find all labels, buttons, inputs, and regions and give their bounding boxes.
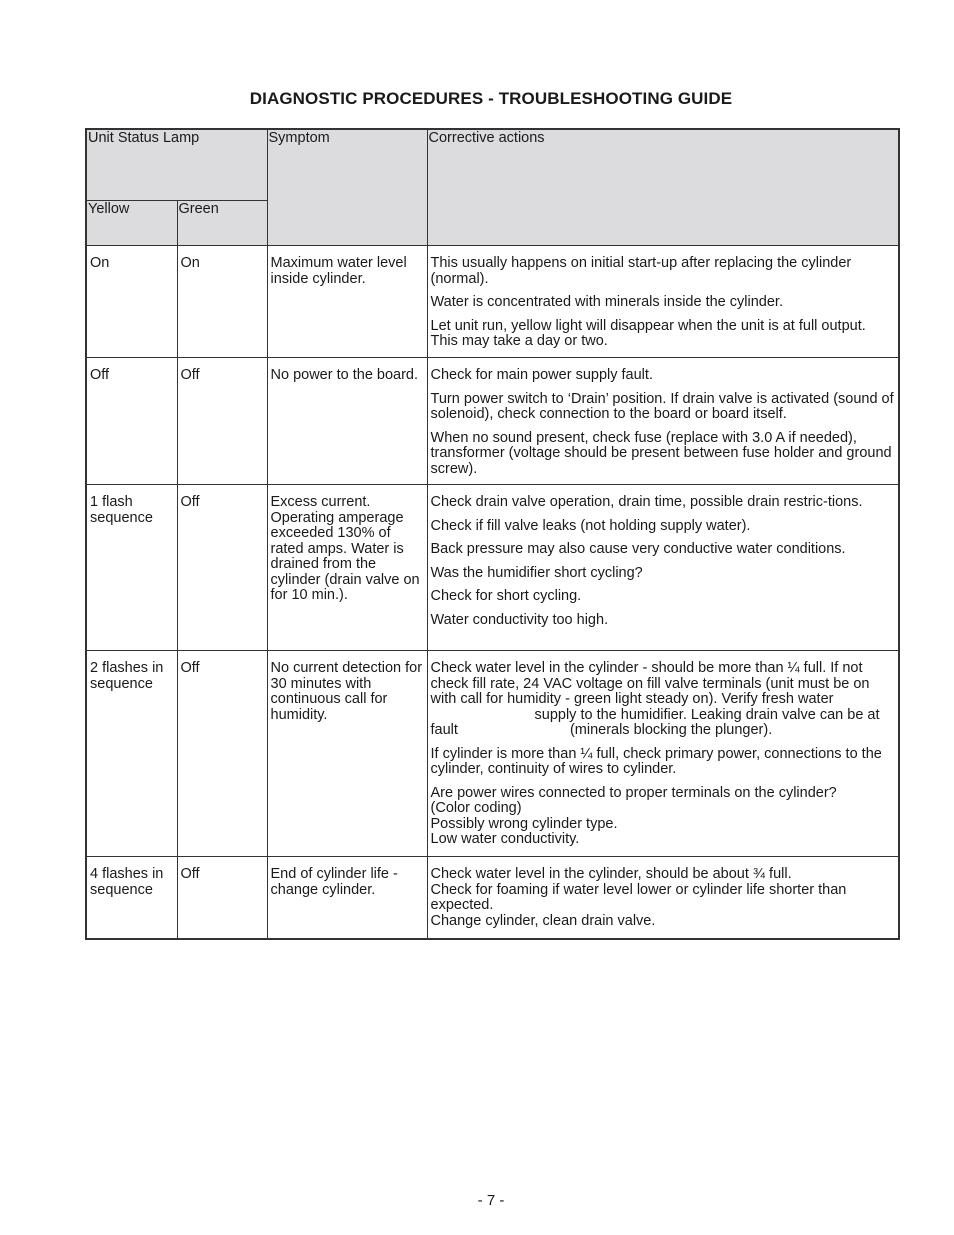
action-text-part: Check water level in the cylinder - should be more than ¼ full. If not check fill rate, 24 VAC voltage on fill valve terminals (unit must be on with call for humidity - green light steady on). Verify fresh water [430,660,870,707]
symptom-cell: Excess current. Operating amperage exceeded 130% of rated amps. Water is drained from the cylinder (drain valve on for 10 min.). [267,485,427,651]
table-row [86,358,899,485]
troubleshooting-table [85,128,900,940]
yellow-cell: 4 flashes in sequence [86,857,177,939]
header-green: Green [177,201,267,246]
page-title: DIAGNOSTIC PROCEDURES - TROUBLESHOOTING GUIDE [249,89,733,108]
table-row [86,857,899,939]
actions-cell [427,246,899,358]
action-line: Are power wires connected to proper terminals on the cylinder? [430,784,837,801]
action-line: Low water conductivity. [430,831,580,847]
header-symptom: Symptom [267,129,427,246]
header-corrective-actions: Corrective actions [427,129,899,246]
table-row [86,651,899,857]
action-text: Water is concentrated with minerals inside the cylinder. [430,294,783,310]
action-text: Back pressure may also cause very conductive water conditions. [430,541,846,557]
actions-cell [427,358,899,485]
action-text [431,661,896,739]
green-cell: On [177,246,267,358]
symptom-cell: No power to the board. [267,358,427,485]
action-line: Change cylinder, clean drain valve. [430,912,656,929]
action-text: When no sound present, check fuse (replace with 3.0 A if needed), transformer (voltage should be present between fuse holder and ground screw). [430,429,892,477]
green-cell: Off [177,358,267,485]
yellow-cell: 1 flash sequence [86,485,177,651]
symptom-cell: End of cylinder life - change cylinder. [267,857,427,939]
action-text [431,786,896,848]
action-text: Check for main power supply fault. [430,367,653,383]
action-text: Water conductivity too high. [430,611,609,628]
table-row [86,485,899,651]
action-text: Check drain valve operation, drain time, possible drain restric-tions. [430,494,863,510]
symptom-cell: Maximum water level inside cylinder. [267,246,427,358]
green-cell: Off [177,651,267,857]
table-row [86,246,899,358]
action-line: (Color coding) [430,800,522,816]
action-text: Was the humidifier short cycling? [430,564,643,581]
action-text: This usually happens on initial start-up after replacing the cylinder (normal). [430,255,852,287]
actions-cell [427,857,899,939]
action-line: Check for foaming if water level lower or cylinder life shorter than expected. [430,881,847,913]
actions-cell [427,485,899,651]
page-number: - 7 - [477,1192,505,1209]
actions-cell [427,651,899,857]
action-text: Check if fill valve leaks (not holding supply water). [430,517,751,534]
green-cell: Off [177,857,267,939]
yellow-cell: Off [86,358,177,485]
action-text-part: supply to the humidifier. Leaking drain valve can be at fault [430,706,880,738]
action-line: Possibly wrong cylinder type. [430,815,618,832]
action-line: Check water level in the cylinder, should be about ¾ full. [430,866,792,882]
yellow-cell: 2 flashes in sequence [86,651,177,857]
action-text: Turn power switch to ‘Drain’ position. If drain valve is activated (sound of solenoid), check connection to the board or board itself. [430,390,894,422]
action-text: Let unit run, yellow light will disappear when the unit is at full output. This may take a day or two. [430,317,866,349]
action-text [431,867,896,929]
yellow-cell: On [86,246,177,358]
green-cell: Off [177,485,267,651]
symptom-cell: No current detection for 30 minutes with continuous call for humidity. [267,651,427,857]
action-text-part: (minerals blocking the plunger). [569,722,773,738]
action-text: Check for short cycling. [430,588,582,604]
header-yellow: Yellow [86,201,177,246]
header-unit-status-lamp: Unit Status Lamp [86,129,267,201]
action-text: If cylinder is more than ¼ full, check primary power, connections to the cylinder, continuity of wires to cylinder. [430,745,882,777]
